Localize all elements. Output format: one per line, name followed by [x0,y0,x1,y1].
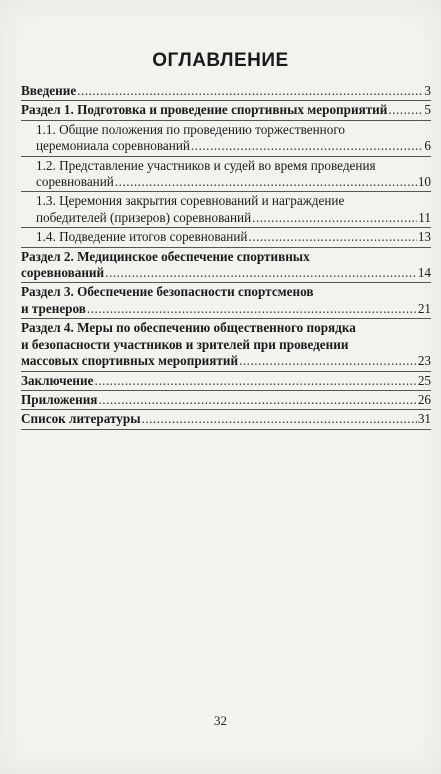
toc-entry-page: 14 [417,265,431,281]
toc-leader-dots [248,229,416,245]
toc-entry-page: 3 [424,83,431,98]
toc-underline [21,120,431,121]
toc-entry-page: 31 [417,411,431,427]
toc-entry [21,229,431,245]
toc-leader-dots [87,301,417,317]
toc-entry-page: 10 [417,174,431,190]
toc-entry-title: массовых спортивных мероприятий [21,353,239,369]
toc-entry-line [36,122,431,138]
toc-entry [21,284,431,317]
toc-entry-line [36,174,431,190]
toc-underline [21,191,431,192]
table-of-contents [21,83,431,431]
toc-entry-page: 26 [417,391,431,407]
toc-entry-title: Раздел 4. Меры по обеспечению общественного порядка [21,320,356,336]
toc-entry [21,392,431,408]
page-number: 32 [214,713,227,728]
toc-entry-page: 5 [424,102,431,118]
toc-entry-line [21,392,431,408]
toc-leader-dots [94,373,416,389]
toc-entry-line [21,83,431,99]
toc-entry-line [36,158,431,174]
toc-entry-title: 1.3. Церемония закрытия соревнований и награждение [36,193,345,209]
toc-leader-dots [77,83,423,99]
toc-entry-title: 1.4. Подведение итогов соревнований [36,229,248,245]
toc-entry-line [21,301,431,317]
toc-entry-line [36,229,431,245]
toc-underline [21,429,431,430]
toc-entry-title: победителей (призеров) соревнований [36,209,252,225]
toc-entry-line [36,210,431,226]
toc-entry-line [21,411,431,427]
toc-underline [21,100,431,101]
toc-leader-dots [191,138,423,154]
toc-entry-title: 1.2. Представление участников и судей во время проведения [36,157,376,173]
toc-entry-line [36,193,431,209]
toc-entry-page: 13 [417,229,431,245]
toc-entry-title: и тренеров [21,300,86,316]
toc-entry-title: Раздел 1. Подготовка и проведение спортивных мероприятий [21,102,388,118]
toc-leader-dots [105,265,417,281]
toc-entry-page: 25 [417,372,431,388]
toc-entry-page: 23 [417,353,431,369]
toc-entry-title: 1.1. Общие положения по проведению торжественного [36,121,346,137]
toc-leader-dots [98,392,416,408]
toc-entry-line [21,373,431,389]
toc-leader-dots [239,353,417,369]
toc-entry-title: соревнований [21,265,105,281]
toc-entry-line [21,249,431,265]
toc-entry [21,102,431,118]
toc-entry-page: 21 [417,300,431,316]
toc-underline [21,318,431,319]
toc-entry [21,193,431,226]
toc-entry-line [21,265,431,281]
toc-leader-dots [115,174,417,190]
toc-entry-title: Список литературы [21,411,141,427]
toc-entry [21,411,431,427]
toc-leader-dots [252,210,417,226]
toc-entry-line [36,138,431,154]
toc-entry-line [21,320,431,336]
toc-underline [21,409,431,410]
toc-leader-dots [142,411,417,427]
toc-entry-title: и безопасности участников и зрителей при проведении [21,336,349,352]
toc-underline [21,227,431,228]
toc-entry-line [21,284,431,300]
toc-entry-page: 11 [418,209,431,225]
toc-heading: ОГЛАВЛЕНИЕ [152,50,289,71]
toc-entry-title: Раздел 2. Медицинское обеспечение спортивных [21,248,310,264]
toc-entry-line [21,337,431,353]
toc-entry-title: Введение [21,83,77,98]
toc-underline [21,156,431,157]
toc-underline [21,371,431,372]
toc-entry [21,320,431,369]
toc-entry [21,83,431,99]
toc-entry-title: соревнований [36,174,114,190]
toc-underline [21,247,431,248]
toc-entry-line [21,102,431,118]
toc-underline [21,282,431,283]
toc-entry [21,158,431,191]
toc-entry-title: Раздел 3. Обеспечение безопасности спортсменов [21,284,314,300]
toc-leader-dots [388,102,423,118]
toc-entry-title: Заключение [21,372,94,388]
toc-entry [21,122,431,155]
toc-entry-title: церемониала соревнований [36,138,190,154]
toc-entry [21,249,431,282]
toc-entry-title: Приложения [21,391,98,407]
toc-entry-line [21,353,431,369]
toc-underline [21,390,431,391]
toc-entry-page: 6 [424,138,431,154]
toc-entry [21,373,431,389]
